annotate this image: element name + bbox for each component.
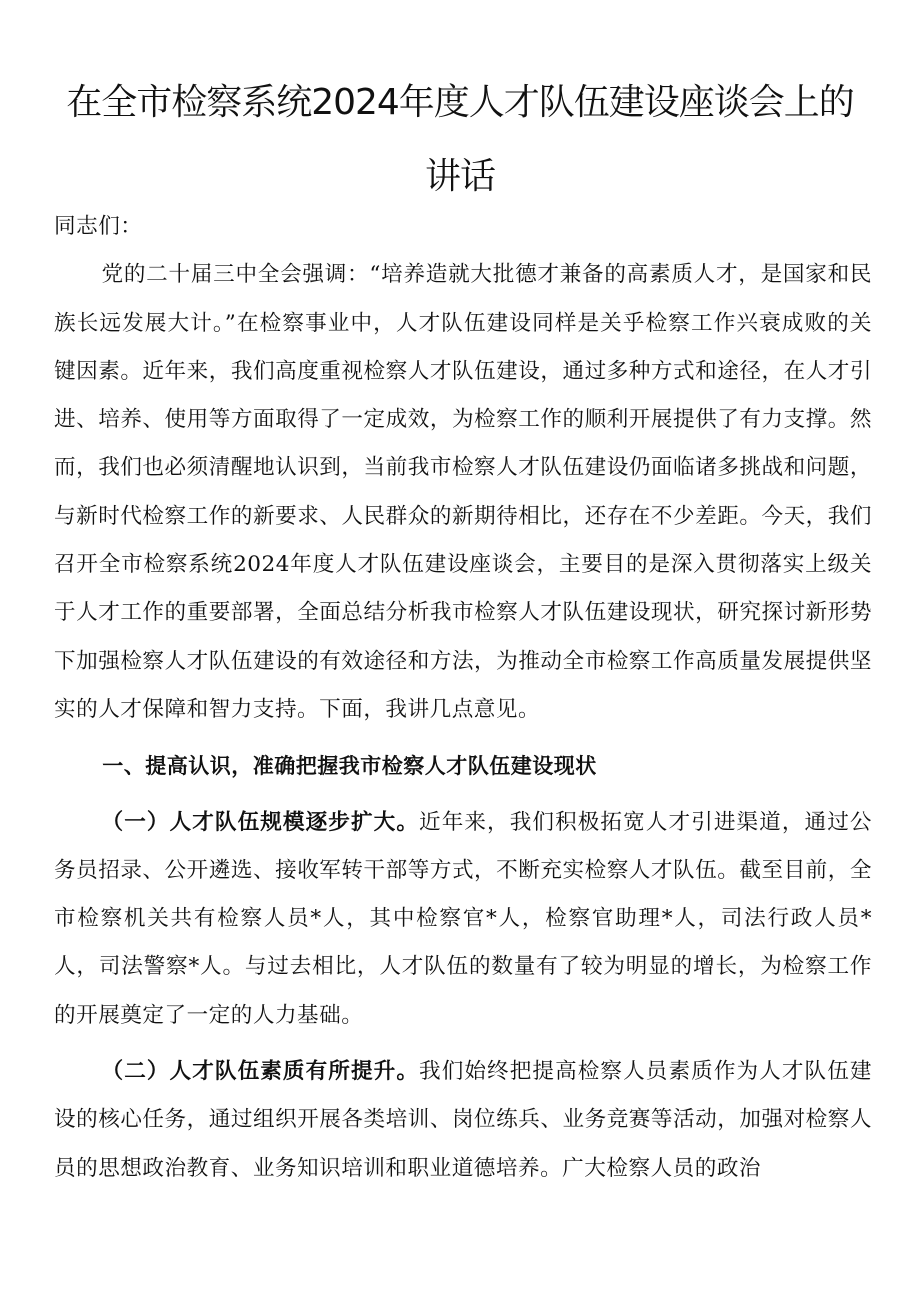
subsection-2-paragraph	[54, 1048, 872, 1193]
subsection-1-text: 近年来，我们积极拓宽人才引进渠道，通过公务员招录、公开遴选、接收军转干部等方式，不断充实检察人才队伍。截至目前，全市检察机关共有检察人员*人，其中检察官*人，检察官助理*人，司法行政人员*人，司法警察*人。与过去相比，人才队伍的数量有了较为明显的增长，为检察工作的开展奠定了一定的人力基础。	[54, 809, 872, 1028]
subsection-1-paragraph	[54, 799, 872, 1040]
section-1-heading: 一、提高认识，准确把握我市检察人才队伍建设现状	[102, 754, 597, 779]
subsection-2-lead: （二）人才队伍素质有所提升。	[101, 1059, 420, 1085]
section-spacer	[54, 1040, 872, 1048]
section-spacer	[54, 791, 872, 799]
subsection-1-lead: （一）人才队伍规模逐步扩大。	[101, 809, 420, 835]
section-spacer	[54, 734, 872, 742]
document-body	[54, 203, 872, 1193]
salutation: 同志们：	[54, 214, 143, 239]
intro-paragraph: 党的二十届三中全会强调：“培养造就大批德才兼备的高素质人才，是国家和民族长远发展大计。”在检察事业中，人才队伍建设同样是关乎检察工作兴衰成败的关键因素。近年来，我们高度重视检察人才队伍建设，通过多种方式和途径，在人才引进、培养、使用等方面取得了一定成效，为检察工作的顺利开展提供了有力支撑。然而，我们也必须清醒地认识到，当前我市检察人才队伍建设仍面临诸多挑战和问题，与新时代检察工作的新要求、人民群众的新期待相比，还存在不少差距。今天，我们召开全市检察系统2024年度人才队伍建设座谈会，主要目的是深入贯彻落实上级关于人才工作的重要部署，全面总结分析我市检察人才队伍建设现状，研究探讨新形势下加强检察人才队伍建设的有效途径和方法，为推动全市检察工作高质量发展提供坚实的人才保障和智力支持。下面，我讲几点意见。	[54, 262, 872, 722]
document-title: 在全市检察系统2024年度人才队伍建设座谈会上的讲话	[66, 82, 854, 197]
subsection-2-text: 我们始终把提高检察人员素质作为人才队伍建设的核心任务，通过组织开展各类培训、岗位练兵、业务竞赛等活动，加强对检察人员的思想政治教育、业务知识培训和职业道德培养。广大检察人员的政治	[54, 1059, 872, 1181]
